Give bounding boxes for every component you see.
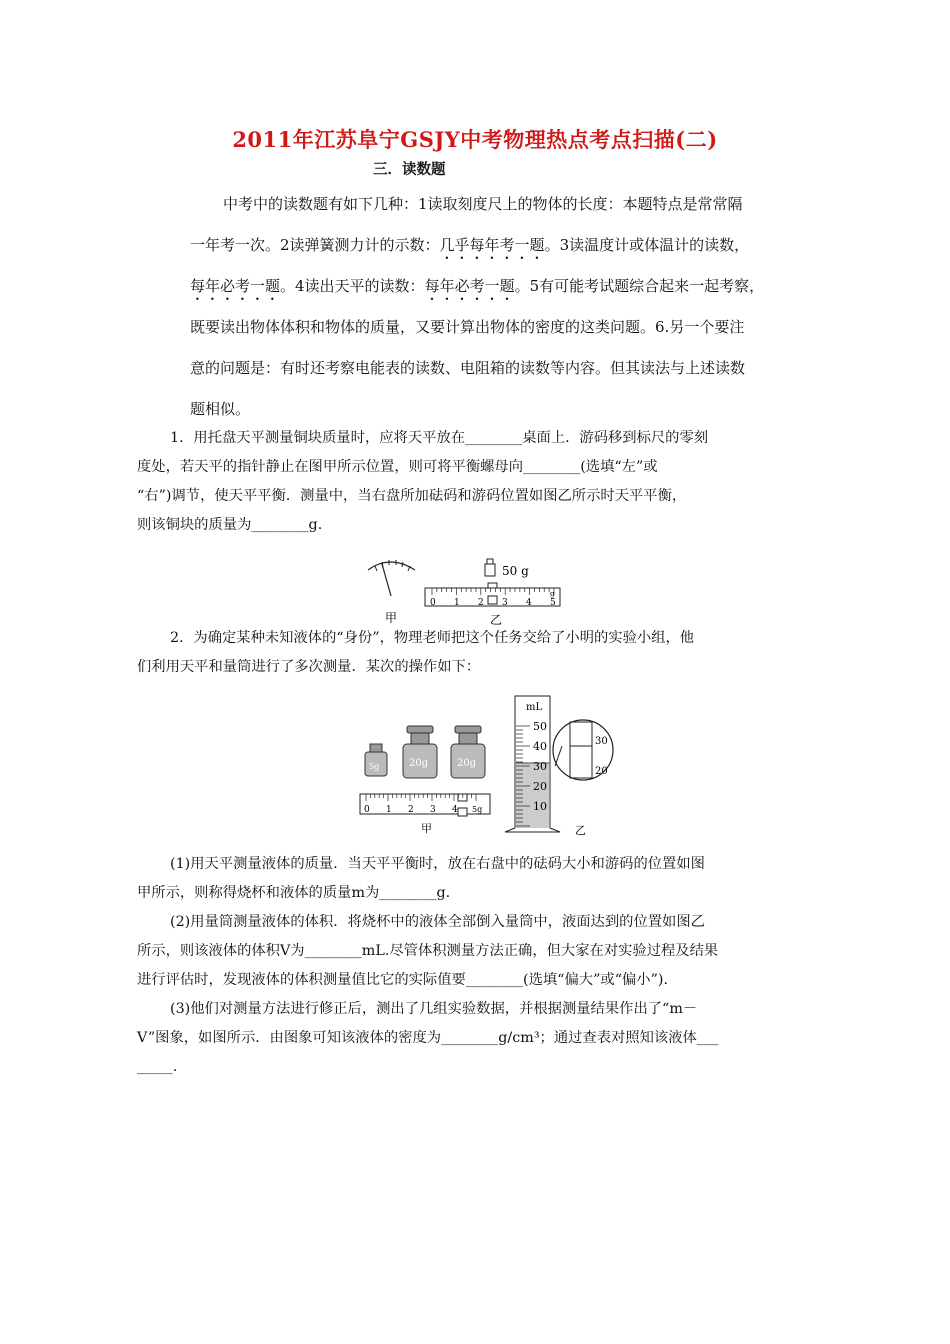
scale-tick: 2	[478, 598, 484, 608]
intro-text: 一年考一次。2读弹簧测力计的示数：	[190, 236, 440, 254]
emphasis-text: 几乎每年考一题	[439, 236, 545, 254]
scale-tick: 2	[408, 805, 414, 815]
scale-tick: 5	[550, 598, 556, 608]
rider-scale	[360, 794, 490, 816]
zoom-tick: 20	[595, 766, 608, 777]
zoom-tick: 30	[595, 736, 608, 747]
intro-text: 。3读温度计或体温计的读数，	[544, 236, 750, 254]
intro-text: 。4读出天平的读数：	[280, 277, 425, 295]
intro-line: 中考中的读数题有如下几种：1读取刻度尺上的物体的长度：本题特点是常常隔	[223, 195, 743, 213]
scale-unit: g	[550, 590, 555, 598]
weight-label: 50 g	[502, 564, 529, 578]
intro-line: 题相似。	[190, 400, 251, 418]
zoom-circle	[553, 720, 613, 780]
question-line: 度处，若天平的指针静止在图甲所示位置，则可将平衡螺母向________(选填“左”或	[137, 459, 658, 475]
label-jia: 甲	[421, 822, 432, 835]
cylinder-tick: 50	[533, 720, 547, 733]
question-line: 所示，则该液体的体积V为________mL.尽管体积测量方法正确，但大家在对实验过程及结果	[137, 943, 719, 959]
intro-line	[190, 225, 830, 266]
question-line: 甲所示，则称得烧杯和液体的质量m为________g.	[137, 885, 451, 901]
question-2	[137, 624, 817, 682]
weight-label: 20g	[409, 758, 429, 769]
pointer-dial	[368, 560, 415, 596]
scale-tick: 3	[430, 805, 436, 815]
page-title: 2011年江苏阜宁GSJY中考物理热点考点扫描(二)	[232, 127, 718, 152]
figure-2-balance-cylinder	[355, 686, 608, 838]
weight-label: 5g	[369, 762, 380, 771]
scale-tick: 4	[526, 598, 532, 608]
intro-line: 既要读出物体体积和物体的质量，又要计算出物体的密度的这类问题。6.另一个要注	[190, 318, 745, 336]
weight-5g	[365, 744, 387, 776]
weight-50g	[485, 559, 529, 578]
label-yi: 乙	[490, 613, 503, 627]
question-line: _____.	[137, 1059, 178, 1075]
question-line: V”图象，如图所示．由图象可知该液体的密度为________g/cm³；通过查表对照知该液体___	[137, 1030, 719, 1046]
question-2-parts	[137, 850, 817, 1082]
weight-20g	[451, 726, 485, 778]
label-yi: 乙	[575, 824, 586, 837]
question-line: 进行评估时，发现液体的体积测量值比它的实际值要________(选填“偏大”或“偏小”)．	[137, 972, 678, 988]
intro-paragraph	[190, 184, 830, 430]
question-line: 2．为确定某种未知液体的“身份”，物理老师把这个任务交给了小明的实验小组，他	[170, 630, 695, 646]
question-line: 1．用托盘天平测量铜块质量时，应将天平放在________桌面上．游码移到标尺的零刻	[170, 430, 709, 446]
question-line: (3)他们对测量方法进行修正后，测出了几组实验数据，并根据测量结果作出了“m－	[170, 1001, 698, 1017]
cylinder-tick: 30	[533, 760, 547, 773]
intro-text: 。5有可能考试题综合起来一起考察，	[514, 277, 765, 295]
question-line: 则该铜块的质量为________g.	[137, 517, 323, 533]
emphasis-text: 每年必考一题	[190, 277, 281, 295]
scale-tick: 1	[454, 598, 460, 608]
scale-tick: 3	[502, 598, 508, 608]
question-1	[137, 424, 817, 540]
weight-label: 20g	[457, 758, 477, 769]
scale-tick: 1	[386, 805, 392, 815]
cylinder-tick: 40	[533, 740, 547, 753]
scale-tick: 5g	[472, 805, 483, 814]
scale-tick: 0	[364, 805, 370, 815]
intro-line: 意的问题是：有时还考察电能表的读数、电阻箱的读数等内容。但其读法与上述读数	[190, 359, 746, 377]
question-line: “右”)调节，使天平平衡．测量中，当右盘所加砝码和游码位置如图乙所示时天平平衡，	[137, 488, 687, 504]
question-line: 们利用天平和量筒进行了多次测量．某次的操作如下：	[137, 659, 481, 675]
label-jia: 甲	[385, 611, 398, 625]
scale-tick: 4	[452, 805, 458, 815]
question-line: (2)用量筒测量液体的体积．将烧杯中的液体全部倒入量筒中，液面达到的位置如图乙	[170, 914, 705, 930]
figure-1-balance	[360, 550, 570, 630]
question-line: (1)用天平测量液体的质量．当天平平衡时，放在右盘中的砝码大小和游码的位置如图	[170, 856, 705, 872]
weight-20g	[403, 726, 437, 778]
cylinder-tick: 20	[533, 780, 547, 793]
cylinder-tick: 10	[533, 800, 547, 813]
rider-scale	[425, 583, 560, 608]
emphasis-text: 每年必考一题	[424, 277, 515, 295]
measuring-cylinder	[505, 696, 560, 832]
section-heading: 三．读数题	[373, 161, 446, 178]
scale-tick: 0	[430, 598, 436, 608]
cylinder-unit: mL	[526, 702, 543, 713]
intro-line	[190, 266, 830, 307]
